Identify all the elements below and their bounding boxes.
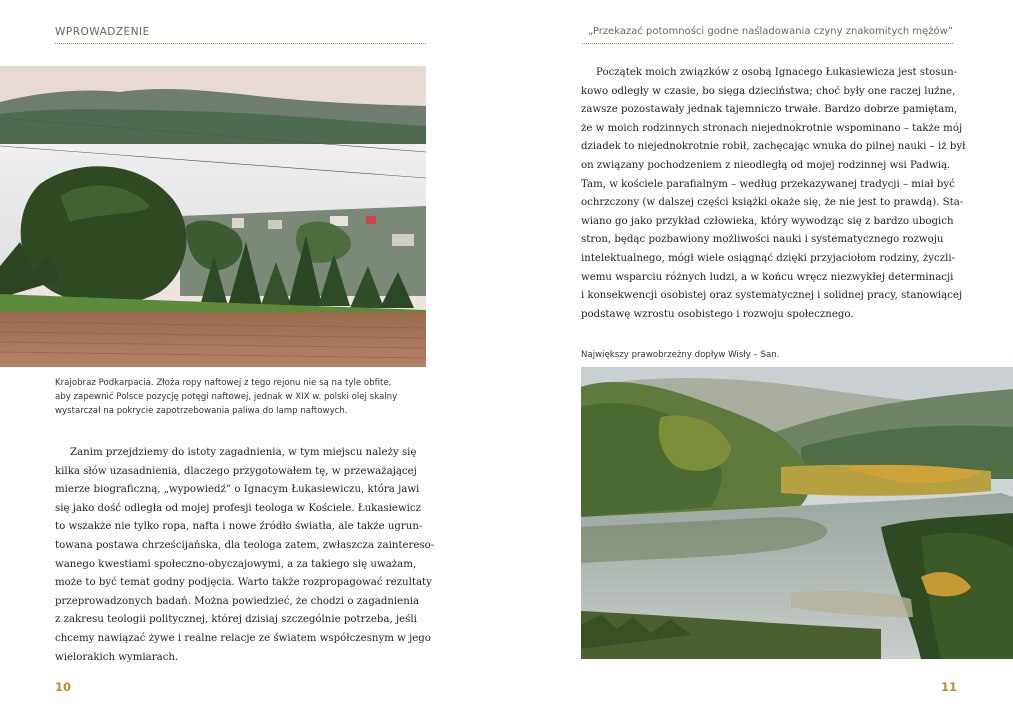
landscape-photo-art	[0, 66, 426, 367]
text-line: wanego kwestiami społeczno-obyczajowymi, a za takiego się uważam,	[55, 558, 417, 570]
text-line: intelektualnego, mógł wiele osiągnąć dzięki przyjaciołom rodziny, życzli-	[581, 252, 956, 264]
text-line: z zakresu teologii politycznej, której dzisiaj szczególnie potrzeba, jeśli	[55, 614, 417, 626]
text-line: kowo odległy w czasie, bo sięga dzieciństwa; choć były one raczej luźne,	[581, 85, 956, 97]
text-line: zawsze pozostawały jednak tajemniczo trwałe. Bardzo dobrze pamiętam,	[581, 104, 958, 116]
body-text-right	[581, 64, 965, 324]
text-line: ochrzczony (w dalszej części książki okaże się, że nie jest to prawdą). Sta-	[581, 197, 964, 209]
text-line: wemu wsparciu różnych ludzi, a w końcu wręcz niezwykłej determinacji	[581, 271, 954, 283]
text-line: wiano go jako przykład człowieka, który wywodząc się z bardzo ubogich	[581, 215, 954, 227]
page-number-left: 10	[55, 680, 72, 694]
text-line: się jako dość odległa od mojej profesji teologa w Kościele. Łukasiewicz	[55, 502, 421, 514]
text-line: wielorakich wymiarach.	[55, 651, 179, 663]
header-rule-right	[582, 43, 953, 44]
text-line: dziadek to niejednokrotnie robił, zachęcając wnuka do pilnej nauki – iż był	[581, 141, 966, 153]
text-line: i konsekwencji osobistej oraz systematycznej i solidnej pracy, stanowiącej	[581, 290, 963, 302]
text-line: kilka słów uzasadnienia, dlaczego przygotowałem tę, w przeważającej	[55, 465, 417, 477]
text-line: może to być temat godny podjęcia. Warto także rozpropagować rezultaty	[55, 577, 432, 589]
text-line: chcemy nawiązać żywe i realne relacje ze światem współczesnym w jego	[55, 632, 431, 644]
caption-line: Krajobraz Podkarpacia. Złoża ropy naftowej z tego rejonu nie są na tyle obfite,	[55, 378, 392, 388]
caption-line: wystarczał na pokrycie zapotrzebowania paliwa do lamp naftowych.	[55, 406, 348, 416]
text-line: Tam, w kościele parafialnym – według przekazywanej tradycji – miał być	[581, 178, 955, 190]
landscape-photo	[0, 66, 426, 367]
right-page	[506, 0, 1013, 718]
text-line: przeprowadzonych badań. Można powiedzieć, że chodzi o zagadnienia	[55, 595, 420, 607]
text-line: stron, będąc pozbawiony możliwości nauki i systematycznego rozwoju	[581, 234, 944, 246]
caption-line: aby zapewnić Polsce pozycję potęgi naftowej, jednak w XIX w. polski olej skalny	[55, 392, 398, 402]
text-line: mierze biograficzną, „wypowiedź” o Ignacym Łukasiewiczu, która jawi	[55, 484, 420, 496]
text-line: Zanim przejdziemy do istoty zagadnienia, w tym miejscu należy się	[70, 447, 417, 458]
caption-landscape	[55, 376, 397, 418]
river-photo-art	[581, 367, 1013, 659]
caption-river: Największy prawobrzeżny dopływ Wisły – San.	[581, 350, 780, 360]
running-head-left: WPROWADZENIE	[55, 26, 150, 38]
river-photo	[581, 367, 1013, 659]
text-line: to wszakże nie tylko ropa, nafta i nowe źródło światła, ale także ugrun-	[55, 521, 423, 533]
left-page	[0, 0, 506, 718]
body-text-left	[55, 444, 434, 667]
text-line: Początek moich związków z osobą Ignacego Łukasiewicza jest stosun-	[596, 67, 958, 78]
header-rule-left	[55, 43, 426, 44]
text-line: podstawę wzrostu osobistego i rozwoju społecznego.	[581, 308, 854, 320]
text-line: towana postawa chrześcijańska, dla teologa zatem, zwłaszcza zaintereso-	[55, 539, 435, 551]
text-line: on związany pochodzeniem z nieodległą od mojej rodzinnej wsi Padwią.	[581, 159, 951, 171]
running-head-right: „Przekazać potomności godne naśladowania czyny znakomitych mężów”	[588, 26, 953, 37]
page-number-right: 11	[940, 680, 957, 694]
text-line: że w moich rodzinnych stronach niejednokrotnie wspominano – także mój	[581, 122, 963, 134]
